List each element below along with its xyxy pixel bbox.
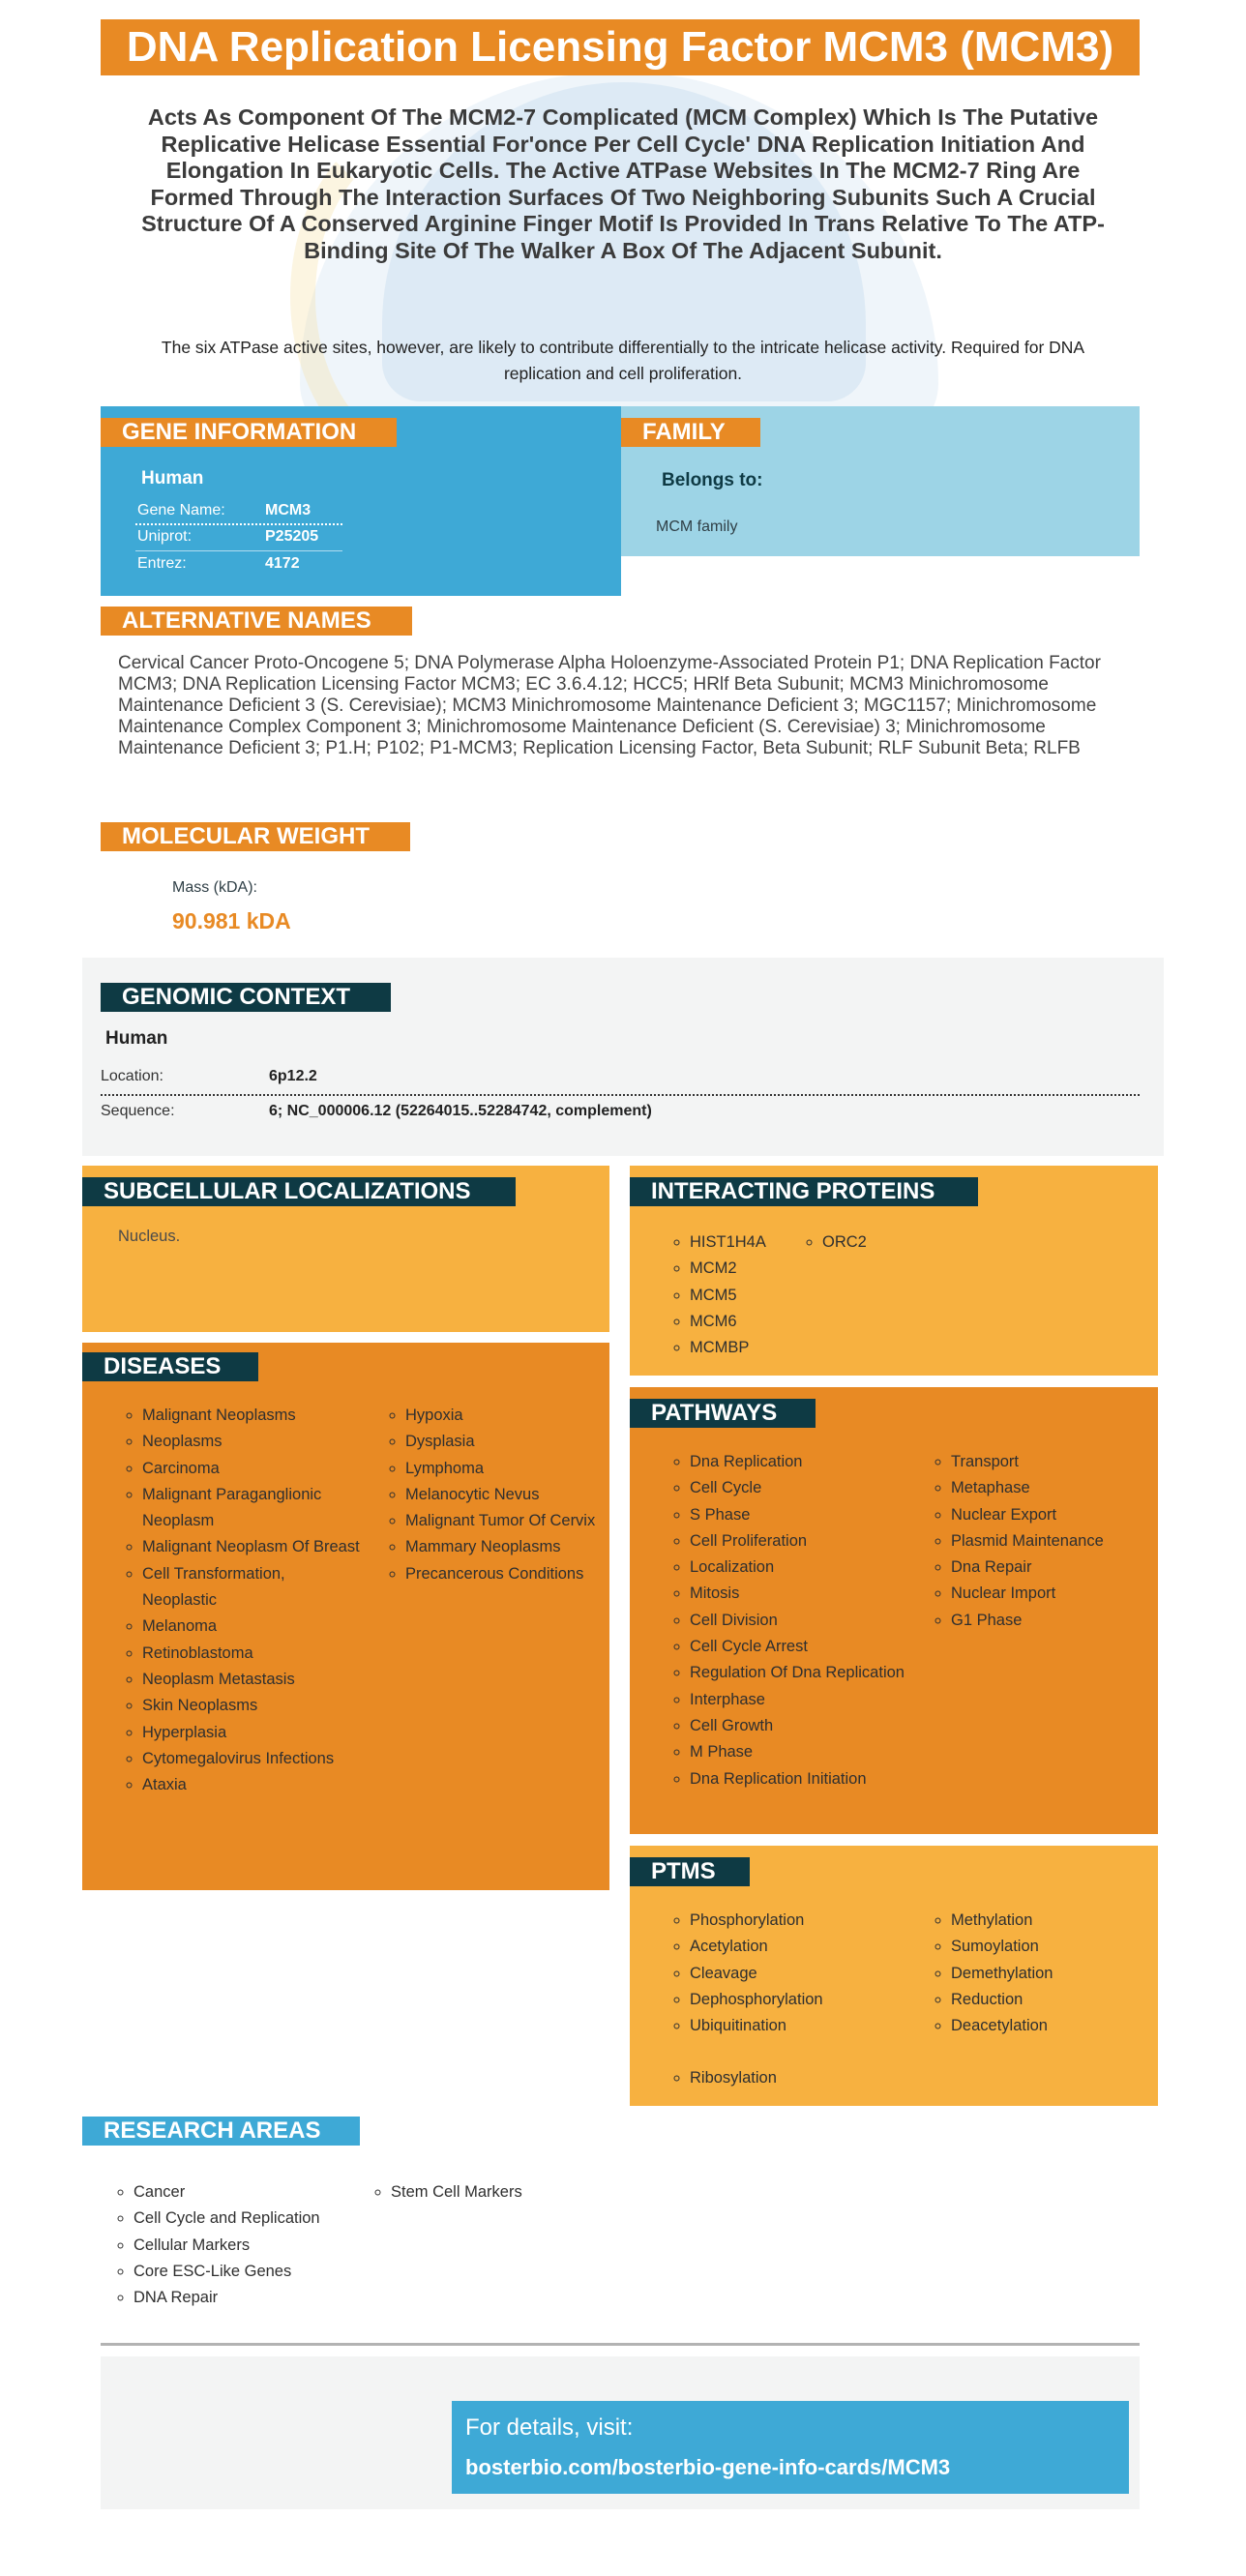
ptms-list-2 (928, 1908, 1164, 2039)
list-item: ◦ Malignant Neoplasm Of Breast (142, 1534, 360, 1560)
interacting-proteins-list-2 (799, 1229, 867, 1256)
location-label: Location: (101, 1068, 163, 1084)
research-areas-list-2 (368, 2179, 642, 2206)
list-item: ◦ DNA Repair (134, 2285, 385, 2311)
diseases-list-2 (382, 1403, 599, 1587)
divider (135, 523, 342, 525)
divider (101, 1094, 1140, 1096)
pathways-header: PATHWAYS (630, 1399, 816, 1428)
genomic-species: Human (105, 1028, 168, 1049)
list-item: ◦ Metaphase (951, 1475, 1164, 1501)
alternative-names-header: ALTERNATIVE NAMES (101, 607, 412, 636)
pathways-panel (630, 1387, 1158, 1834)
diseases-header: DISEASES (82, 1352, 258, 1381)
list-item: ◦ Regulation Of Dna Replication (690, 1660, 907, 1686)
interacting-proteins-header: INTERACTING PROTEINS (630, 1177, 978, 1206)
list-item: ◦ Neoplasms (142, 1429, 360, 1455)
list-item: ◦ Ubiquitination (690, 2013, 907, 2039)
details-link-box[interactable] (452, 2401, 1129, 2494)
list-item: ◦ Ribosylation (690, 2065, 907, 2091)
ptms-list-1 (667, 1908, 907, 2039)
interacting-proteins-panel (630, 1166, 1158, 1376)
list-item: ◦ S Phase (690, 1502, 907, 1528)
uniprot-value: P25205 (265, 528, 319, 545)
uniprot-label: Uniprot: (137, 528, 193, 545)
sequence-label: Sequence: (101, 1103, 175, 1119)
list-item: ◦ Cell Growth (690, 1713, 907, 1739)
ptms-header: PTMS (630, 1857, 750, 1886)
list-item: ◦ Dna Repair (951, 1554, 1164, 1581)
list-item: ◦ HIST1H4A (690, 1229, 766, 1256)
entrez-value: 4172 (265, 555, 300, 572)
list-item: ◦ Dna Replication Initiation (690, 1766, 907, 1792)
list-item: ◦ Stem Cell Markers (391, 2179, 642, 2206)
gene-name-value: MCM3 (265, 502, 312, 518)
list-item: ◦ Ataxia (142, 1772, 360, 1798)
list-item: ◦ Sumoylation (951, 1934, 1164, 1960)
list-item: ◦ Deacetylation (951, 2013, 1164, 2039)
list-item: ◦ Malignant Paraganglionic Neoplasm (142, 1482, 360, 1535)
details-url-link[interactable]: bosterbio.com/bosterbio-gene-info-cards/MCM3 (465, 2455, 951, 2479)
list-item: ◦ Precancerous Conditions (405, 1561, 599, 1587)
protein-function-summary: Acts As Component Of The MCM2-7 Complicated (MCM Complex) Which Is The Putative Replicative Helicase Essential For'once Per Cell Cycle' DNA Replication Initiation And Elongation In Eukaryotic Cells. The Active ATPase Websites In The MCM2-7 Ring Are Formed Through The Interaction Surfaces Of Two Neighboring Subunits Such A Crucial Structure Of A Conserved Arginine Finger Motif Is Provided In Trans Relative To The ATP-Binding Site Of The Walker A Box Of The Adjacent Subunit. (141, 104, 1105, 263)
list-item: ◦ MCM5 (690, 1283, 766, 1309)
list-item: ◦ MCM2 (690, 1256, 766, 1282)
list-item: ◦ M Phase (690, 1739, 907, 1765)
list-item: ◦ Cell Transformation, Neoplastic (142, 1561, 360, 1614)
gene-information-panel (101, 406, 621, 596)
list-item: ◦ Cleavage (690, 1961, 907, 1987)
footer-divider (101, 2343, 1140, 2346)
diseases-panel (82, 1343, 609, 1890)
list-item: ◦ Hypoxia (405, 1403, 599, 1429)
molecular-weight-header: MOLECULAR WEIGHT (101, 822, 410, 851)
research-areas-list-1 (110, 2179, 385, 2311)
diseases-list-1 (119, 1403, 360, 1798)
list-item: ◦ Melanocytic Nevus (405, 1482, 599, 1508)
list-item: ◦ Retinoblastoma (142, 1641, 360, 1667)
list-item: ◦ Neoplasm Metastasis (142, 1667, 360, 1693)
mass-label: Mass (kDA): (172, 879, 257, 896)
protein-description: The six ATPase active sites, however, are likely to contribute differentially to the intricate helicase activity. Required for DNA replication and cell proliferation. (161, 338, 1085, 383)
family-panel (621, 406, 1140, 556)
list-item: ◦ Cytomegalovirus Infections (142, 1746, 360, 1772)
list-item: ◦ Dysplasia (405, 1429, 599, 1455)
gene-information-header: GENE INFORMATION (101, 418, 397, 447)
list-item: ◦ Cell Proliferation (690, 1528, 907, 1554)
interacting-proteins-list-1 (667, 1229, 766, 1361)
research-areas-header: RESEARCH AREAS (82, 2117, 360, 2146)
list-item: ◦ Skin Neoplasms (142, 1693, 360, 1719)
list-item: ◦ Plasmid Maintenance (951, 1528, 1164, 1554)
list-item: ◦ Dephosphorylation (690, 1987, 907, 2013)
list-item: ◦ Reduction (951, 1987, 1164, 2013)
list-item: ◦ MCMBP (690, 1335, 766, 1361)
list-item: ◦ Methylation (951, 1908, 1164, 1934)
list-item: ◦ Malignant Neoplasms (142, 1403, 360, 1429)
list-item: ◦ Mitosis (690, 1581, 907, 1607)
list-item: ◦ Cellular Markers (134, 2233, 385, 2259)
details-label: For details, visit: (465, 2414, 634, 2441)
pathways-list-2 (928, 1449, 1164, 1634)
pathways-list-1 (667, 1449, 907, 1792)
list-item: ◦ Localization (690, 1554, 907, 1581)
family-belongs-label: Belongs to: (662, 470, 763, 490)
family-value: MCM family (656, 518, 738, 535)
page-title: DNA Replication Licensing Factor MCM3 (MCM3) (101, 19, 1140, 75)
entrez-label: Entrez: (137, 555, 187, 572)
list-item: ◦ Carcinoma (142, 1456, 360, 1482)
list-item: ◦ MCM6 (690, 1309, 766, 1335)
list-item: ◦ Dna Replication (690, 1449, 907, 1475)
list-item: ◦ Cell Cycle and Replication (134, 2206, 385, 2232)
list-item: ◦ Hyperplasia (142, 1720, 360, 1746)
list-item: ◦ Cancer (134, 2179, 385, 2206)
list-item: ◦ Interphase (690, 1687, 907, 1713)
gene-name-label: Gene Name: (137, 502, 225, 518)
ptms-panel (630, 1846, 1158, 2106)
sequence-value: 6; NC_000006.12 (52264015..52284742, complement) (269, 1103, 652, 1119)
subcellular-text: Nucleus. (118, 1228, 181, 1245)
list-item: ◦ Core ESC-Like Genes (134, 2259, 385, 2285)
list-item: ◦ Acetylation (690, 1934, 907, 1960)
list-item: ◦ Mammary Neoplasms (405, 1534, 599, 1560)
list-item: ◦ Cell Cycle (690, 1475, 907, 1501)
genomic-context-panel (82, 958, 1164, 1156)
list-item: ◦ Cell Division (690, 1608, 907, 1634)
list-item: ◦ Nuclear Import (951, 1581, 1164, 1607)
family-header: FAMILY (621, 418, 760, 447)
list-item: ◦ ORC2 (822, 1229, 867, 1256)
list-item: ◦ G1 Phase (951, 1608, 1164, 1634)
list-item: ◦ Nuclear Export (951, 1502, 1164, 1528)
mass-value: 90.981 kDA (172, 908, 291, 933)
subcellular-panel (82, 1166, 609, 1332)
location-value: 6p12.2 (269, 1068, 317, 1084)
subcellular-header: SUBCELLULAR LOCALIZATIONS (82, 1177, 516, 1206)
divider (135, 550, 342, 551)
list-item: ◦ Melanoma (142, 1614, 360, 1640)
gene-species: Human (141, 468, 204, 489)
list-item: ◦ Phosphorylation (690, 1908, 907, 1934)
genomic-context-header: GENOMIC CONTEXT (101, 983, 391, 1012)
list-item: ◦ Lymphoma (405, 1456, 599, 1482)
alternative-names-text: Cervical Cancer Proto-Oncogene 5; DNA Polymerase Alpha Holoenzyme-Associated Protein P1; DNA Replication Factor MCM3; DNA Replication Licensing Factor MCM3; EC 3.6.4.12; HCC5; HRlf Beta Subunit; MCM3 Minichromosome Maintenance Deficient 3 (S. Cerevisiae); MCM3 Minichromosome Maintenance Deficient 3; MGC1157; Minichromosome Maintenance Complex Component 3; Minichromosome Maintenance Deficient (S. Cerevisiae) 3; Minichromosome Maintenance Deficient 3; P1.H; P102; P1-MCM3; Replication Licensing Factor, Beta Subunit; RLF Subunit Beta; RLFB (118, 653, 1101, 758)
ptms-list-3 (667, 2065, 907, 2091)
list-item: ◦ Transport (951, 1449, 1164, 1475)
list-item: ◦ Demethylation (951, 1961, 1164, 1987)
list-item: ◦ Malignant Tumor Of Cervix (405, 1508, 599, 1534)
list-item: ◦ Cell Cycle Arrest (690, 1634, 907, 1660)
